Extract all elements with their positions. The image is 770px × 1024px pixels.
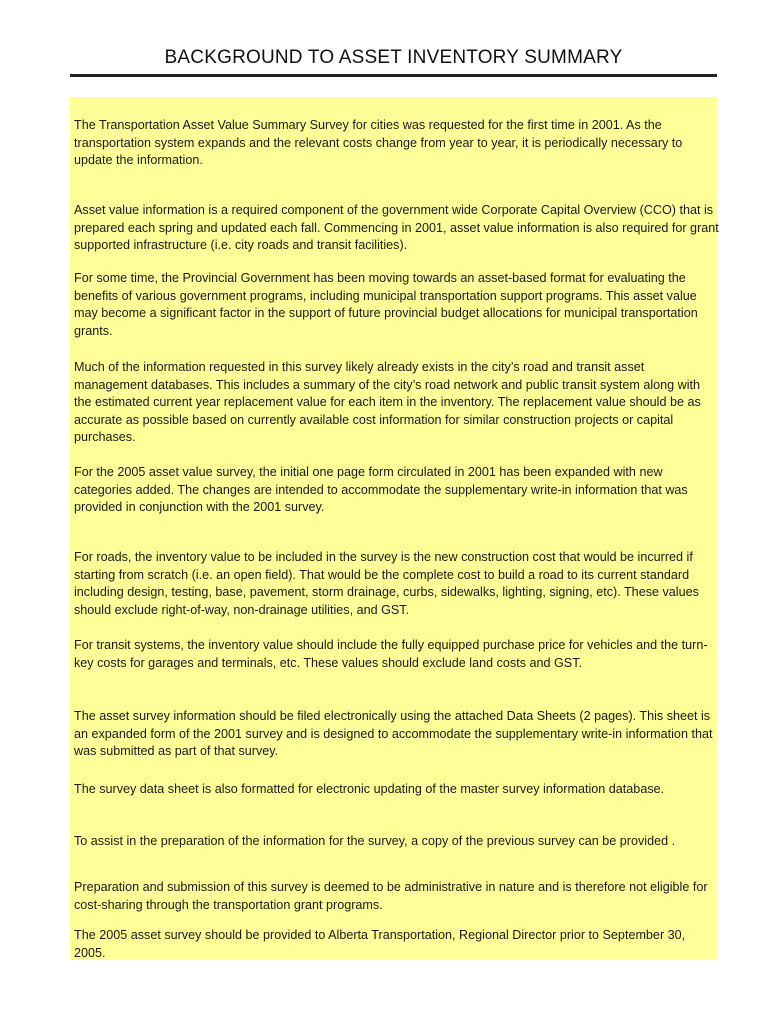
paragraph-existing-databases: Much of the information requested in this survey likely already exists in the city’s road and transit asset management databases. This includes a summary of the city’s road network and public transit system along with the estimated current year replacement value for each item in the inventory. The replacement value should be as accurate as possible based on currently available cost information for similar construction projects or capital purchases. xyxy=(74,360,701,445)
paragraph-provincial-government: For some time, the Provincial Government has been moving towards an asset-based format for evaluating the benefits of various government programs, including municipal transportation support programs. This asset value may become a significant factor in the support of future provincial budget allocations for municipal transportation grants. xyxy=(74,271,698,338)
paragraph-data-sheet-format: The survey data sheet is also formatted for electronic updating of the master survey information database. xyxy=(74,782,665,796)
title-underline xyxy=(70,74,717,77)
paragraph-electronic-filing: The asset survey information should be filed electronically using the attached Data Sheets (2 pages). This sheet is an expanded form of the 2001 survey and is designed to accommodate the supplementary write-in information that was submitted as part of that survey. xyxy=(74,709,713,759)
paragraph-cco-requirement: Asset value information is a required component of the government wide Corporate Capital Overview (CCO) that is prepared each spring and updated each fall. Commencing in 2001, asset value information is also required for grant supported infrastructure (i.e. city roads and transit facilities). xyxy=(74,203,719,253)
paragraph-cost-sharing: Preparation and submission of this survey is deemed to be administrative in nature and is therefore not eligible for cost-sharing through the transportation grant programs. xyxy=(74,880,708,912)
paragraph-roads-inventory: For roads, the inventory value to be included in the survey is the new construction cost that would be incurred if starting from scratch (i.e. an open field). That would be the complete cost to build a road to its current standard including design, testing, base, pavement, storm drainage, curbs, sidewalks, lighting, signing, etc). These values should exclude right-of-way, non-drainage utilities, and GST. xyxy=(74,550,699,617)
paragraph-2005-survey-changes: For the 2005 asset value survey, the initial one page form circulated in 2001 has been expanded with new categories added. The changes are intended to accommodate the supplementary write-in information that was provided in conjunction with the 2001 survey. xyxy=(74,465,688,515)
paragraph-previous-survey: To assist in the preparation of the information for the survey, a copy of the previous survey can be provided . xyxy=(74,834,676,848)
paragraph-survey-intro: The Transportation Asset Value Summary Survey for cities was requested for the first time in 2001. As the transportation system expands and the relevant costs change from year to year, it is periodically necessary to update the information. xyxy=(74,118,683,168)
paragraph-deadline: The 2005 asset survey should be provided to Alberta Transportation, Regional Director prior to September 30, 2005. xyxy=(74,928,686,960)
paragraph-transit-systems: For transit systems, the inventory value should include the fully equipped purchase price for vehicles and the turn-key costs for garages and terminals, etc. These values should exclude land costs and GST. xyxy=(74,638,708,670)
page-title: BACKGROUND TO ASSET INVENTORY SUMMARY xyxy=(164,47,623,68)
